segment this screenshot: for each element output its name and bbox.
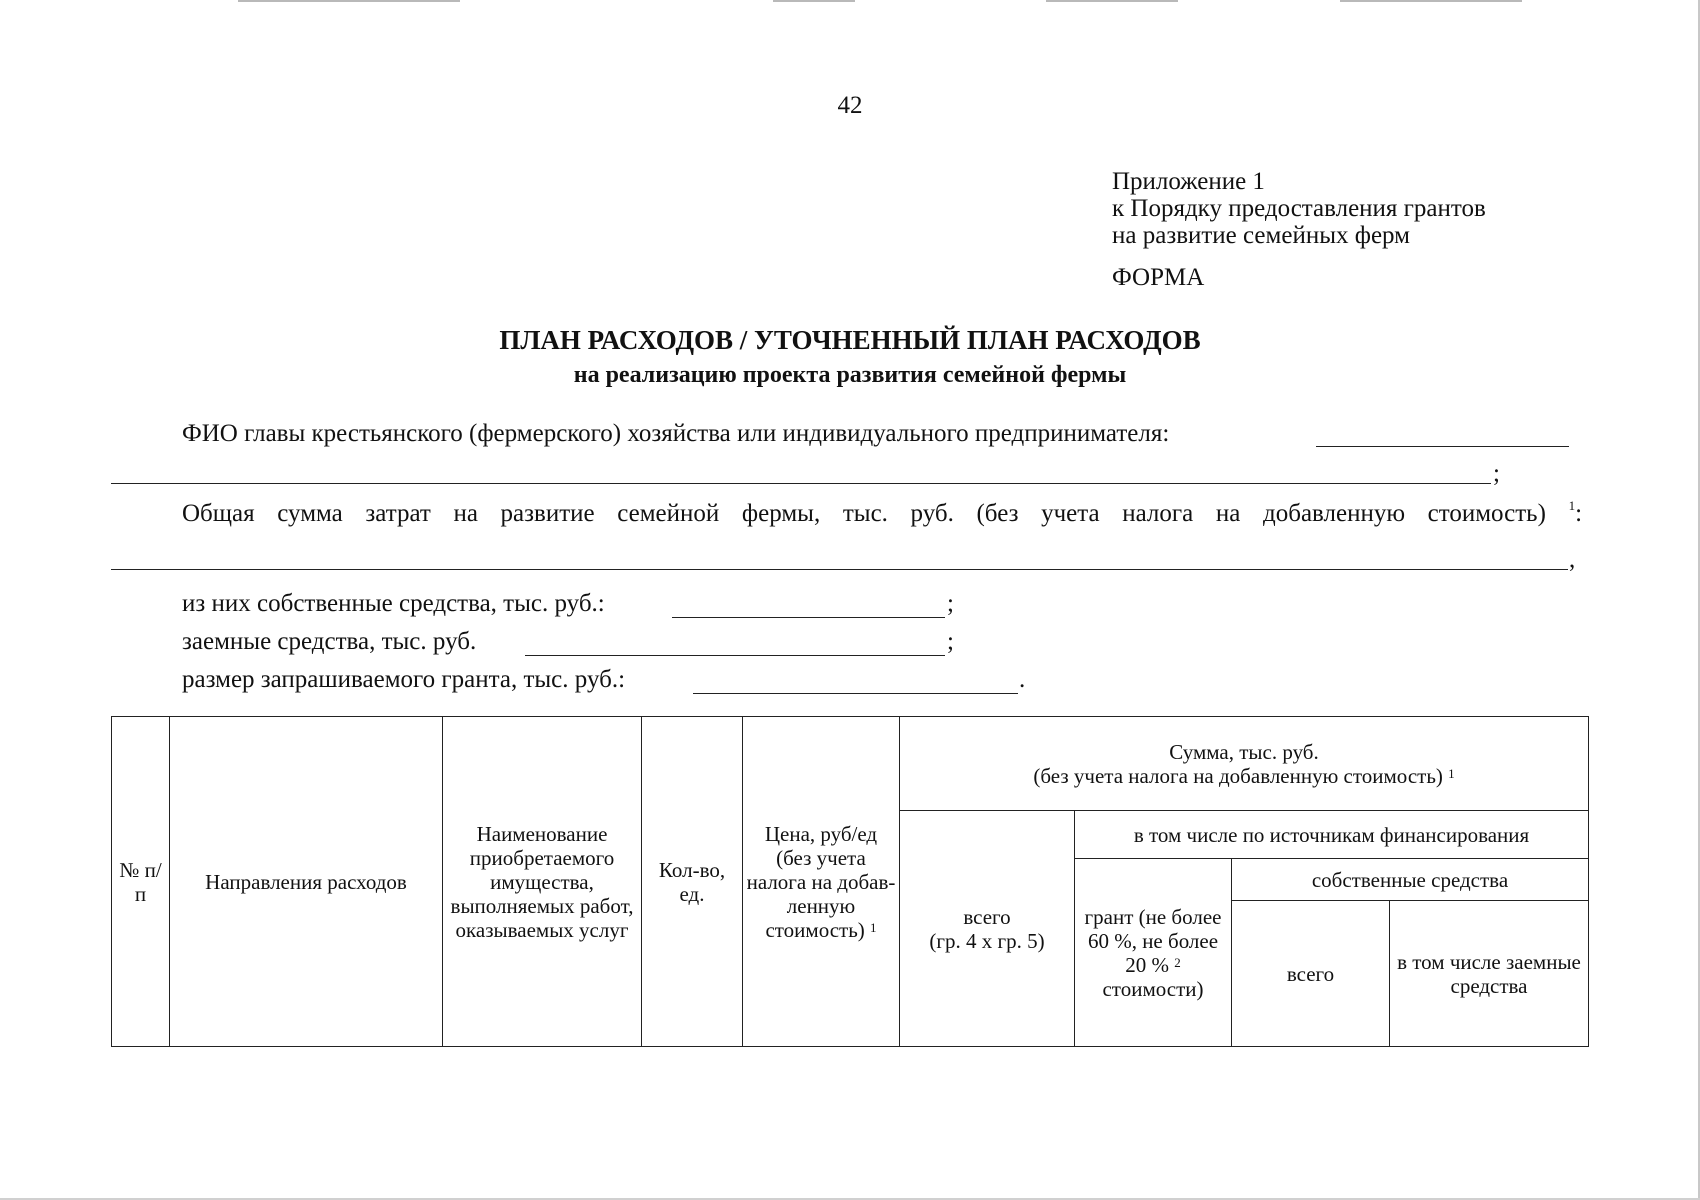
sum-title: Сумма, тыс. руб.: [1169, 739, 1319, 764]
scan-edge-line: [238, 0, 460, 2]
sum-subtitle: (без учета налога на добавленную стоимость) $^1$: [1033, 763, 1455, 788]
grant-size-label: размер запрашиваемого гранта, тыс. руб.:: [182, 666, 626, 693]
scan-edge-line: [1340, 0, 1522, 2]
document-title: [0, 322, 1700, 392]
footnote-ref: 1: [870, 919, 877, 935]
appendix-reference: [1112, 168, 1486, 249]
header-cell-sources: в том числе по источникам финансирования: [1075, 811, 1589, 859]
scan-edge-line: [773, 0, 855, 2]
grant-size-period: .: [1019, 666, 1026, 693]
footnote-ref: 1: [1568, 498, 1576, 513]
price-label: Цена, руб/ед (без учета налога на добав-ленную стоимость): [746, 821, 896, 942]
sum-total-formula: (гр. 4 х гр. 5): [929, 928, 1045, 953]
header-cell-own-funds: собственные средства: [1232, 859, 1589, 901]
header-cell-item-name: Наименование приобретаемого имущества, выполняемых работ, оказываемых услуг: [443, 717, 642, 1047]
footnote-ref: 2: [1174, 954, 1181, 970]
total-cost-colon: :: [1575, 500, 1583, 527]
own-funds-semicolon: ;: [947, 590, 954, 617]
appendix-line: Приложение 1: [1112, 168, 1265, 195]
head-name-label: ФИО главы крестьянского (фермерского) хозяйства или индивидуального предпринимателя:: [182, 420, 1170, 447]
head-name-semicolon: ;: [1493, 460, 1500, 487]
own-funds-field[interactable]: [672, 617, 945, 618]
head-name-field[interactable]: [1316, 446, 1569, 447]
title-sub: на реализацию проекта развития семейной фермы: [573, 362, 1127, 388]
head-name-field-continuation[interactable]: [111, 483, 1491, 484]
footnote-ref: 1: [1448, 765, 1455, 781]
total-cost-comma: ,: [1569, 546, 1576, 573]
title-main: ПЛАН РАСХОДОВ / УТОЧНЕННЫЙ ПЛАН РАСХОДОВ: [499, 325, 1201, 355]
grant-label-tail: стоимости): [1102, 976, 1204, 1001]
borrowed-funds-field[interactable]: [525, 655, 945, 656]
total-cost-field[interactable]: [111, 569, 1568, 570]
form-label: ФОРМА: [1112, 264, 1205, 291]
grant-label: грант (не более 60 %, не более 20 %: [1084, 904, 1222, 977]
appendix-line: на развитие семейных ферм: [1112, 222, 1410, 249]
header-cell-price: [743, 717, 900, 1047]
borrowed-funds-semicolon: ;: [947, 628, 954, 655]
appendix-line: к Порядку предоставления грантов: [1112, 195, 1486, 222]
header-cell-direction: Направления расходов: [170, 717, 443, 1047]
grant-size-field[interactable]: [693, 693, 1018, 694]
header-cell-number: № п/п: [112, 717, 170, 1047]
borrowed-funds-label: заемные средства, тыс. руб.: [182, 628, 477, 655]
header-cell-grant: [1075, 859, 1232, 1047]
expense-plan-table: [111, 716, 1589, 1047]
page-number: 42: [837, 92, 863, 119]
header-cell-sum-total: [900, 811, 1075, 1047]
scan-edge-line: [1046, 0, 1178, 2]
total-cost-text: Общая сумма затрат на развитие семейной фермы, тыс. руб. (без учета налога на добавленную стоимость): [182, 500, 1546, 527]
header-cell-sum: [900, 717, 1589, 811]
sum-total-label: всего: [963, 904, 1011, 929]
header-cell-own-total: всего: [1232, 901, 1390, 1047]
header-cell-own-loans: в том числе заемные средства: [1390, 901, 1589, 1047]
total-cost-label: [182, 500, 1582, 528]
header-cell-quantity: Кол-во, ед.: [642, 717, 743, 1047]
own-funds-label: из них собственные средства, тыс. руб.:: [182, 590, 605, 617]
